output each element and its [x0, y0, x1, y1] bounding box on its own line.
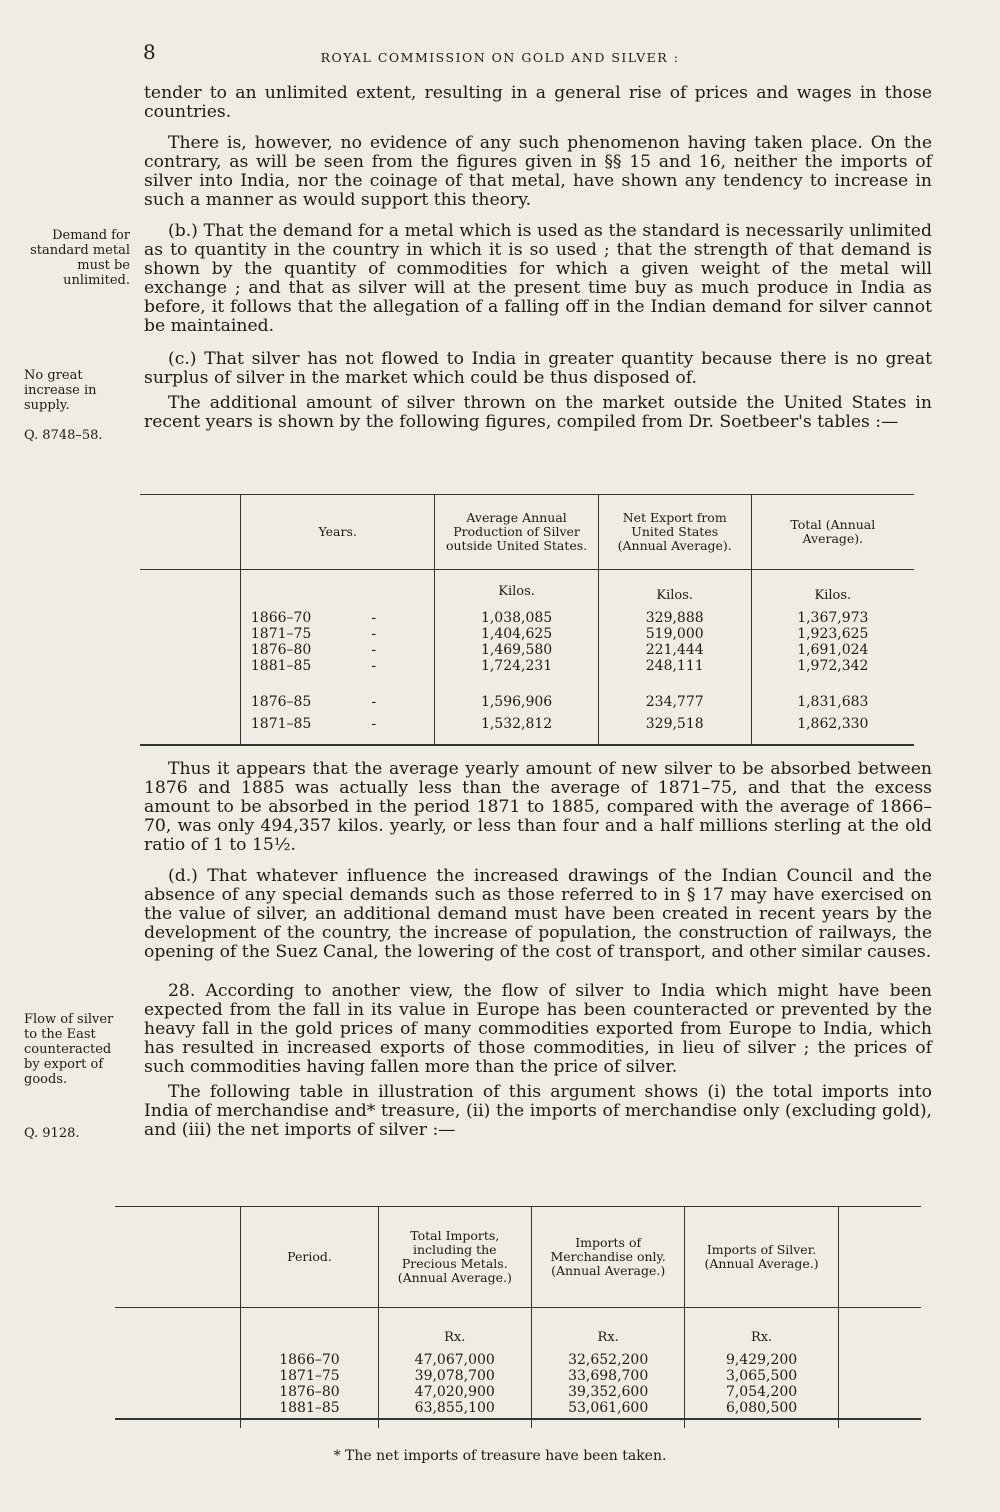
table1-unit-export: Kilos.: [598, 570, 751, 611]
table1-production-cell: 1,404,625: [435, 626, 598, 642]
table1-bottom-rule: [140, 744, 914, 746]
table1-years-cell: [240, 626, 435, 642]
table-row: [140, 658, 914, 674]
table-row: [140, 642, 914, 658]
paragraph-1: tender to an unlimited extent, resulting in a general rise of prices and wages in those countries.: [144, 83, 932, 122]
india-imports-table: [115, 1207, 921, 1428]
table2-header-row: [115, 1207, 921, 1308]
table1-production-cell: 1,596,906: [435, 674, 598, 716]
table2-period-cell: 1881–85: [241, 1400, 378, 1416]
table-row: [140, 716, 914, 732]
table2-silver-cell: 3,065,500: [685, 1368, 838, 1384]
sidenote-standard-demand: Demand for standard metal must be unlimited.: [30, 228, 130, 288]
table2-merch-cell: 32,652,200: [531, 1352, 684, 1368]
table1-spacer-cell: [140, 626, 240, 642]
table1-production-cell: 1,038,085: [435, 610, 598, 626]
table1-production-cell: 1,532,812: [435, 716, 598, 732]
table1-spacer-cell: [140, 674, 240, 716]
table-row: [115, 1352, 921, 1368]
table1-total-cell: 1,367,973: [751, 610, 914, 626]
table2-spacer-header: [115, 1207, 241, 1308]
table1-leader-dash: -: [371, 642, 377, 658]
table1-period: 1871–85: [250, 716, 312, 732]
table-row: [115, 1368, 921, 1384]
paragraph-table2-intro: The following table in illustration of this argument shows (i) the total imports into India of merchandise and* treasure, (ii) the imports of merchandise only (excluding gold), and (iii) the net imports of silver :—: [144, 1082, 932, 1140]
paragraph-28: 28. According to another view, the flow of silver to India which might have been expected from the fall in its value in Europe has been counteracted or prevented by the heavy fall in the gold prices of many commodities exported from Europe to India, which has resulted in increased exports of those commodities, in lieu of silver ; the prices of such commodities having fallen more than the price of silver.: [144, 981, 932, 1077]
table2-period-cell: 1876–80: [241, 1384, 378, 1400]
table1-leader-dash: -: [371, 610, 377, 626]
table1-header-total: Total (Annual Average).: [751, 495, 914, 570]
table2-spacer-cell-right: [838, 1352, 921, 1368]
table1-leader-dash: -: [371, 658, 377, 674]
table1-unit-row: [140, 570, 914, 611]
table-row: [115, 1400, 921, 1416]
table2-unit-total: Rx.: [378, 1308, 531, 1353]
table2-total-cell: 63,855,100: [378, 1400, 531, 1416]
page-number: 8: [143, 40, 156, 64]
table1-export-cell: 221,444: [598, 642, 751, 658]
table2-header-period: Period.: [241, 1207, 378, 1308]
table1-years-cell: [240, 642, 435, 658]
table1-spacer-cell: [140, 610, 240, 626]
sidenote-supply: No great increase in supply.: [24, 368, 97, 413]
table1-period: 1876–80: [250, 642, 312, 658]
text-block-middle: [144, 760, 932, 1140]
table2-merch-cell: 39,352,600: [531, 1384, 684, 1400]
table-row: [140, 674, 914, 716]
table1-unit-years: [240, 570, 435, 611]
table2-spacer-cell-right: [838, 1400, 921, 1416]
table1-production-cell: 1,469,580: [435, 642, 598, 658]
table1-production-cell: 1,724,231: [435, 658, 598, 674]
table2-period-cell: 1866–70: [241, 1352, 378, 1368]
table2-header-silver: Imports of Silver. (Annual Average.): [685, 1207, 838, 1308]
table2-unit-spacer: [115, 1308, 241, 1353]
table2-spacer-cell-right: [838, 1384, 921, 1400]
table2-spacer-cell: [115, 1352, 241, 1368]
table1-header-row: [140, 495, 914, 570]
table1-body: [140, 570, 914, 747]
table1-export-cell: 248,111: [598, 658, 751, 674]
table1-total-cell: 1,862,330: [751, 716, 914, 732]
table1-header-years: Years.: [240, 495, 435, 570]
table1-period: 1881–85: [250, 658, 312, 674]
paragraph-b: (b.) That the demand for a metal which is used as the standard is necessarily unlimited as to quantity in the country in which it is so used ; that the strength of that demand is shown by the quantity of commodities for which a given weight of the metal will exchange ; and that as silver will at the present time buy as much produce in India as before, it follows that the allegation of a falling off in the Indian demand for silver cannot be maintained.: [144, 221, 932, 336]
table1-total-cell: 1,691,024: [751, 642, 914, 658]
table2-spacer-cell-right: [838, 1368, 921, 1384]
table1-header-export: Net Export from United States (Annual Average).: [598, 495, 751, 570]
table2-unit-silver: Rx.: [685, 1308, 838, 1353]
sidenote-question-ref-2: Q. 9128.: [24, 1126, 80, 1141]
table1-period: 1866–70: [250, 610, 312, 626]
table1-unit-total: Kilos.: [751, 570, 914, 611]
table1-period: 1876–85: [250, 694, 312, 710]
text-block-upper: [144, 84, 932, 432]
table1-unit-spacer: [140, 570, 240, 611]
table1-leader-dash: -: [371, 716, 377, 732]
table1-spacer-header: [140, 495, 240, 570]
table2-merch-cell: 53,061,600: [531, 1400, 684, 1416]
table1-spacer-cell: [140, 658, 240, 674]
paragraph-2: There is, however, no evidence of any such phenomenon having taken place. On the contrary, as will be seen from the figures given in §§ 15 and 16, neither the imports of silver into India, nor the coinage of that metal, have shown any tendency to increase in such a manner as would support this theory.: [144, 133, 932, 210]
table1-years-cell: [240, 658, 435, 674]
table1-total-cell: 1,972,342: [751, 658, 914, 674]
table2-period-cell: 1871–75: [241, 1368, 378, 1384]
table2-body: [115, 1308, 921, 1429]
table2-merch-cell: 33,698,700: [531, 1368, 684, 1384]
footnote: * The net imports of treasure have been taken.: [333, 1448, 667, 1464]
table2-header-merchandise: Imports of Merchandise only. (Annual Average.): [531, 1207, 684, 1308]
table1-spacer-cell: [140, 716, 240, 732]
table1-total-cell: 1,831,683: [751, 674, 914, 716]
table2-spacer-header-right: [838, 1207, 921, 1308]
table2-unit-merch: Rx.: [531, 1308, 684, 1353]
table1-leader-dash: -: [371, 626, 377, 642]
table1-total-cell: 1,923,625: [751, 626, 914, 642]
table2-spacer-cell: [115, 1384, 241, 1400]
table2-total-cell: 47,020,900: [378, 1384, 531, 1400]
table2-total-cell: 47,067,000: [378, 1352, 531, 1368]
table1-spacer-cell: [140, 642, 240, 658]
table-row: [140, 610, 914, 626]
table2-silver-cell: 7,054,200: [685, 1384, 838, 1400]
table2-unit-period: [241, 1308, 378, 1353]
table2-total-cell: 39,078,700: [378, 1368, 531, 1384]
paragraph-table-intro: The additional amount of silver thrown on the market outside the United States in recent years is shown by the following figures, compiled from Dr. Soetbeer's tables :—: [144, 393, 932, 432]
paragraph-c: (c.) That silver has not flowed to India in greater quantity because there is no great surplus of silver in the market which could be thus disposed of.: [144, 349, 932, 388]
table1-years-cell: [240, 674, 435, 716]
running-title: ROYAL COMMISSION ON GOLD AND SILVER :: [320, 50, 680, 65]
table2-silver-cell: 6,080,500: [685, 1400, 838, 1416]
table2-unit-spacer-right: [838, 1308, 921, 1353]
table-row: [140, 626, 914, 642]
sidenote-question-ref-1: Q. 8748–58.: [24, 428, 103, 443]
table2-unit-row: [115, 1308, 921, 1353]
table1-export-cell: 234,777: [598, 674, 751, 716]
silver-supply-table: [140, 495, 914, 746]
table1-export-cell: 329,518: [598, 716, 751, 732]
table2-spacer-cell: [115, 1400, 241, 1416]
table1-years-cell: [240, 716, 435, 732]
paragraph-conclusion: Thus it appears that the average yearly amount of new silver to be absorbed between 1876 and 1885 was actually less than the average of 1871–75, and that the excess amount to be absorbed in the period 1871 to 1885, compared with the average of 1866–70, was only 494,357 kilos. yearly, or less than four and a half millions sterling at the old ratio of 1 to 15½.: [144, 759, 932, 855]
table1-unit-production: Kilos.: [435, 570, 598, 611]
paragraph-d: (d.) That whatever influence the increased drawings of the Indian Council and the absence of any special demands such as those referred to in § 17 may have exercised on the value of silver, an additional demand must have been created in recent years by the development of the country, the increase of population, the construction of railways, the opening of the Suez Canal, the lowering of the cost of transport, and other similar causes.: [144, 866, 932, 962]
table1-leader-dash: -: [371, 694, 377, 710]
table1-period: 1871–75: [250, 626, 312, 642]
sidenote-flow-of-silver: Flow of silver to the East counteracted by export of goods.: [24, 1012, 114, 1087]
table2-bottom-rule: [115, 1418, 921, 1420]
table2-header-total: Total Imports, including the Precious Metals. (Annual Average.): [378, 1207, 531, 1308]
table-row: [115, 1384, 921, 1400]
table1-header-production: Average Annual Production of Silver outside United States.: [435, 495, 598, 570]
table1-export-cell: 519,000: [598, 626, 751, 642]
table2-spacer-cell: [115, 1368, 241, 1384]
table1-years-cell: [240, 610, 435, 626]
table1-export-cell: 329,888: [598, 610, 751, 626]
table2-silver-cell: 9,429,200: [685, 1352, 838, 1368]
